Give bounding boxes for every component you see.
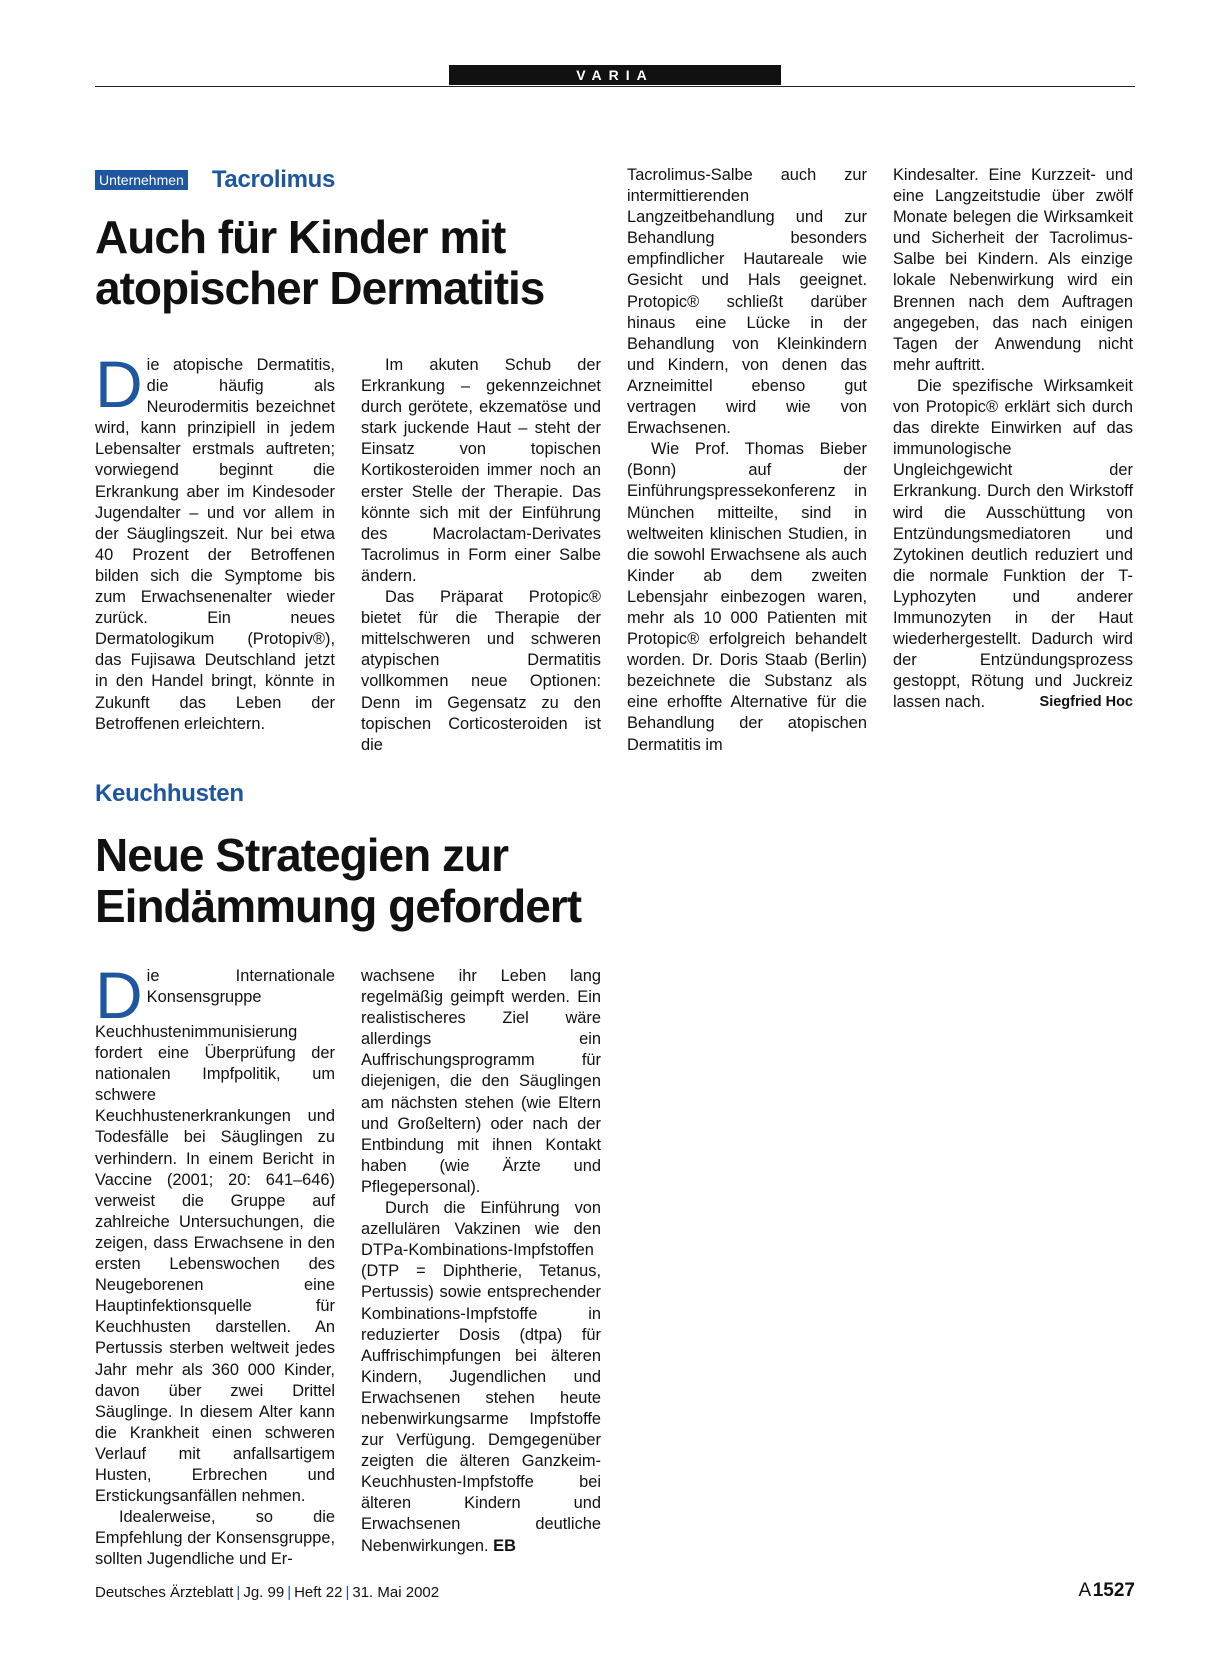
article1-col2-paragraph-2: Das Präparat Protopic® bietet für die Therapie der mittelschweren und schweren atypischen Dermatitis vollkommen neue Optionen: Denn im Gegensatz zu den topischen Corticosteroiden ist die: [361, 588, 601, 754]
footer-citation: [95, 1584, 439, 1601]
category-tag: Unternehmen: [95, 170, 188, 190]
article1-headline: [95, 212, 544, 314]
article2-topic: Keuchhusten: [95, 780, 244, 807]
article1-col2-paragraph-1: Im akuten Schub der Erkrankung – gekennzeichnet durch gerötete, ekzematöse und stark juckende Haut – steht der Einsatz von topischen Kortikosteroiden immer noch an erster Stelle der Therapie. Das könnte sich mit der Einführung des Macrolactam-Derivates Tacrolimus in Form einer Salbe ändern.: [361, 356, 601, 585]
article1-kicker: [95, 166, 335, 194]
article2-col1-paragraph-1: ie Internationale Konsensgruppe Keuchhustenimmunisierung fordert eine Überprüfung der nationalen Impfpolitik, um schwere Keuchhustenerkrankungen und Todesfälle bei Säuglingen zu verhindern. In einem Bericht in Vaccine (2001; 20: 641–646) verweist die Gruppe auf zahlreiche Untersuchungen, die zeigen, dass Erwachsene in den ersten Lebenswochen des Neugeborenen eine Hauptinfektionsquelle für Keuchhusten darstellen. An Pertussis sterben weltweit jedes Jahr mehr als 360 000 Kinder, davon über zwei Drittel Säuglinge. In diesem Alter kann die Krankheit einen schweren Verlauf mit anfallsartigem Husten, Erbrechen und Erstickungsanfällen nehmen.: [95, 967, 335, 1506]
section-rule: [95, 86, 1135, 87]
article1-col1-paragraph-1: ie atopische Dermatitis, die häufig als Neurodermitis bezeichnet wird, kann prinzipiell in jedem Lebensalter erstmals auftreten; vorwiegend beginnt die Erkrankung aber im Kindesoder Jugendalter – und vor allem in der Säuglingszeit. Nur bei etwa 40 Prozent der Betroffenen bilden sich die Symptome bis zum Erwachsenenalter wieder zurück. Ein neues Dermatologikum (Protopiv®), das Fujisawa Deutschland jetzt in den Handel bringt, könnte in Zukunft das Leben der Betroffenen erleichtern.: [95, 356, 335, 733]
article2-col2-paragraph-2: Durch die Einführung von azellulären Vakzinen wie den DTPa-Kombinations-Impfstoffen (DTP = Diphtherie, Tetanus, Pertussis) sowie entsprechender Kombinations-Impfstoffe in reduzierter Dosis (dtpa) für Auffrischimpfungen bei älteren Kindern, Jugendlichen und Erwachsenen stehen heute nebenwirkungsarme Impfstoffe zur Verfügung. Demgegenüber zeigten die älteren Ganzkeim-Keuchhusten-Impfstoffe bei älteren Kindern und Erwachsenen deutliche Nebenwirkungen.: [361, 1199, 601, 1555]
footer-separator: |: [345, 1584, 350, 1601]
article2-dropcap: D: [95, 958, 143, 1032]
article1-col3-paragraph-2: Wie Prof. Thomas Bieber (Bonn) auf der Einführungspressekonferenz in München mitteilte, sind in weltweiten klinischen Studien, in die sowohl Erwachsene als auch Kinder ab dem zweiten Lebensjahr einbezogen waren, mehr als 10 000 Patienten mit Protopic® erfolgreich behandelt worden. Dr. Doris Staab (Berlin) bezeichnete die Substanz als eine erhoffte Alternative für die Behandlung der atopischen Dermatitis im: [627, 440, 867, 754]
article1-dropcap: D: [95, 347, 143, 421]
article1-column-4: [893, 165, 1133, 713]
article1-headline-line2: atopischer Dermatitis: [95, 262, 545, 314]
article2-headline-line1: Neue Strategien zur: [95, 829, 508, 881]
page-number: [1078, 1580, 1135, 1602]
journal-name: Deutsches Ärzteblatt: [95, 1584, 234, 1601]
article2-column-2: [361, 966, 601, 1557]
article1-topic: Tacrolimus: [211, 166, 336, 193]
article1-author: Siegfried Hoc: [1039, 694, 1133, 711]
article2-headline-line2: Eindämmung gefordert: [95, 880, 582, 932]
page-prefix: A: [1078, 1580, 1092, 1601]
issue-date: 31. Mai 2002: [352, 1584, 440, 1601]
article2-col1-paragraph-2: Idealerweise, so die Empfehlung der Konsensgruppe, sollten Jugendliche und Er-: [95, 1508, 335, 1569]
journal-issue: Heft 22: [294, 1584, 343, 1601]
footer-separator: |: [287, 1584, 292, 1601]
journal-volume: Jg. 99: [243, 1584, 285, 1601]
article1-headline-line1: Auch für Kinder mit: [95, 211, 506, 263]
article2-headline: [95, 830, 581, 932]
footer-separator: |: [236, 1584, 241, 1601]
article2-col2-paragraph-1: wachsene ihr Leben lang regelmäßig geimpft werden. Ein realistischeres Ziel wäre allerdings ein Auffrischungsprogramm für diejenigen, die den Säuglingen am nächsten stehen (wie Eltern und Großeltern) oder nach der Entbindung mit ihnen Kontakt haben (wie Ärzte und Pflegepersonal).: [361, 967, 601, 1196]
page-number-value: 1527: [1092, 1580, 1135, 1601]
article1-column-1: [95, 347, 335, 735]
article1-col4-paragraph-1: Kindesalter. Eine Kurzzeit- und eine Langzeitstudie über zwölf Monate belegen die Wirksamkeit und Sicherheit der Tacrolimus-Salbe bei Kindern. Als einzige lokale Nebenwirkung wird ein Brennen nach dem Auftragen angegeben, das nach einigen Tagen der Anwendung nicht mehr auftritt.: [893, 166, 1133, 374]
section-label: VARIA: [449, 65, 781, 85]
article1-column-3: [627, 165, 867, 756]
article1-col3-paragraph-1: Tacrolimus-Salbe auch zur intermittierenden Langzeitbehandlung und zur Behandlung besonders empfindlicher Hautareale wie Gesicht und Hals geeignet. Protopic® schließt darüber hinaus eine Lücke in der Behandlung von Kleinkindern und Kindern, von denen das Arzneimittel ebenso gut vertragen wird wie von Erwachsenen.: [627, 166, 867, 438]
article2-author: EB: [493, 1536, 516, 1555]
article1-col4-paragraph-2: Die spezifische Wirksamkeit von Protopic® erklärt sich durch das direkte Einwirken auf das immunologische Ungleichgewicht der Erkrankung. Durch den Wirkstoff wird die Ausschüttung von Entzündungsmediatoren und Zytokinen deutlich reduziert und die normale Funktion der T-Lyphozyten und anderer Immunozyten in der Haut wiederhergestellt. Dadurch wird der Entzündungsprozess gestoppt, Rötung und Juckreiz lassen nach.: [893, 376, 1133, 712]
article2-column-1: [95, 958, 335, 1570]
article1-column-2: [361, 355, 601, 756]
